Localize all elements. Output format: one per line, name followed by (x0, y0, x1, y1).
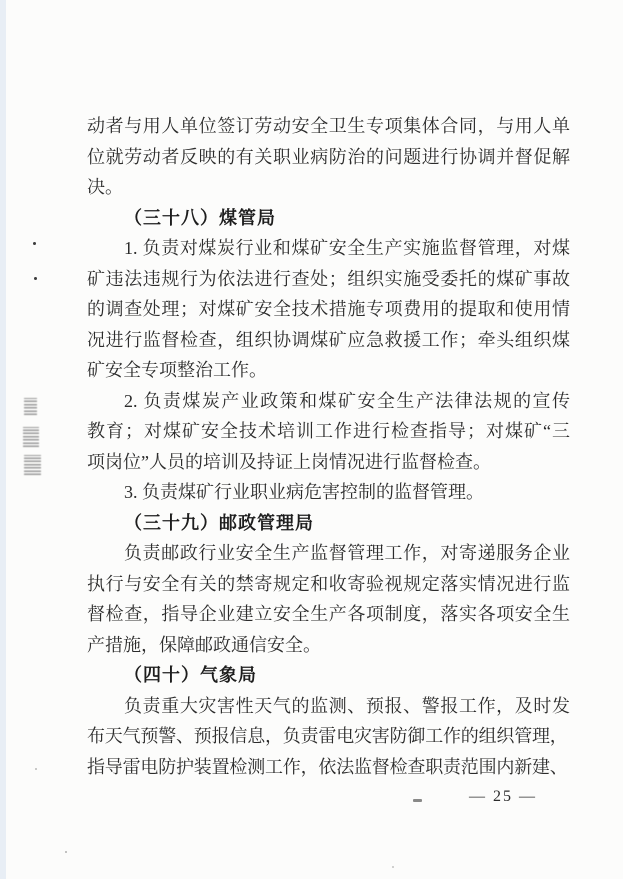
paragraph-line: 矿违法违规行为依法进行查处；组织实施受委托的煤矿事故 (87, 268, 570, 289)
paragraph-line: 教育；对煤矿安全技术培训工作进行检查指导；对煤矿“三 (87, 421, 570, 441)
scan-speck (35, 768, 37, 770)
scan-speck (65, 851, 67, 853)
paragraph-line: 督检查，指导企业建立安全生产各项制度，落实各项安全生 (87, 604, 570, 624)
paragraph-line: 执行与安全有关的禁寄规定和收寄验视规定落实情况进行监 (87, 573, 570, 594)
paragraph-line: 3. 负责煤矿行业职业病危害控制的监督管理。 (124, 482, 484, 502)
paragraph-line: 负责邮政行业安全生产监督管理工作，对寄递服务企业 (124, 543, 570, 563)
scan-smudge (24, 455, 41, 475)
section-heading-39-postal-bureau: （三十九）邮政管理局 (124, 512, 314, 533)
paragraph-line: 位就劳动者反映的有关职业病防治的问题进行协调并督促解 (87, 146, 570, 167)
scan-smudge (23, 427, 39, 447)
paragraph-line: 负责重大灾害性天气的监测、预报、警报工作，及时发 (124, 695, 570, 716)
scan-speck (413, 799, 422, 802)
paragraph-line: 矿安全专项整治工作。 (87, 360, 267, 380)
scan-smudge (24, 398, 37, 415)
paragraph-line: 2. 负责煤炭产业政策和煤矿安全生产法律法规的宣传 (124, 390, 570, 411)
section-heading-40-meteorological-bureau: （四十）气象局 (124, 665, 257, 685)
paragraph-line: 的调查处理；对煤矿安全技术措施专项费用的提取和使用情 (87, 299, 570, 319)
paragraph-line: 布天气预警、预报信息，负责雷电灾害防御工作的组织管理， (87, 726, 568, 746)
section-heading-38-coal-bureau: （三十八）煤管局 (124, 207, 276, 228)
paragraph-line: 产措施，保障邮政通信安全。 (87, 634, 321, 655)
scan-edge-shadow (0, 0, 6, 879)
paragraph-line: 项岗位”人员的培训及持证上岗情况进行监督检查。 (87, 451, 491, 472)
text-block (87, 111, 570, 782)
paragraph-line: 况进行监督检查，组织协调煤矿应急救援工作；牵头组织煤 (87, 329, 570, 350)
page-number: — 25 — (469, 788, 537, 805)
scan-speck (34, 277, 37, 280)
paragraph-line: 动者与用人单位签订劳动安全卫生专项集体合同，与用人单 (87, 116, 570, 136)
paragraph-line: 决。 (87, 177, 123, 197)
paragraph-line: 指导雷电防护装置检测工作，依法监督检查职责范围内新建、 (87, 756, 568, 777)
scan-speck (33, 242, 36, 245)
paragraph-line: 1. 负责对煤炭行业和煤矿安全生产实施监督管理，对煤 (124, 238, 570, 258)
scan-speck (392, 866, 394, 868)
